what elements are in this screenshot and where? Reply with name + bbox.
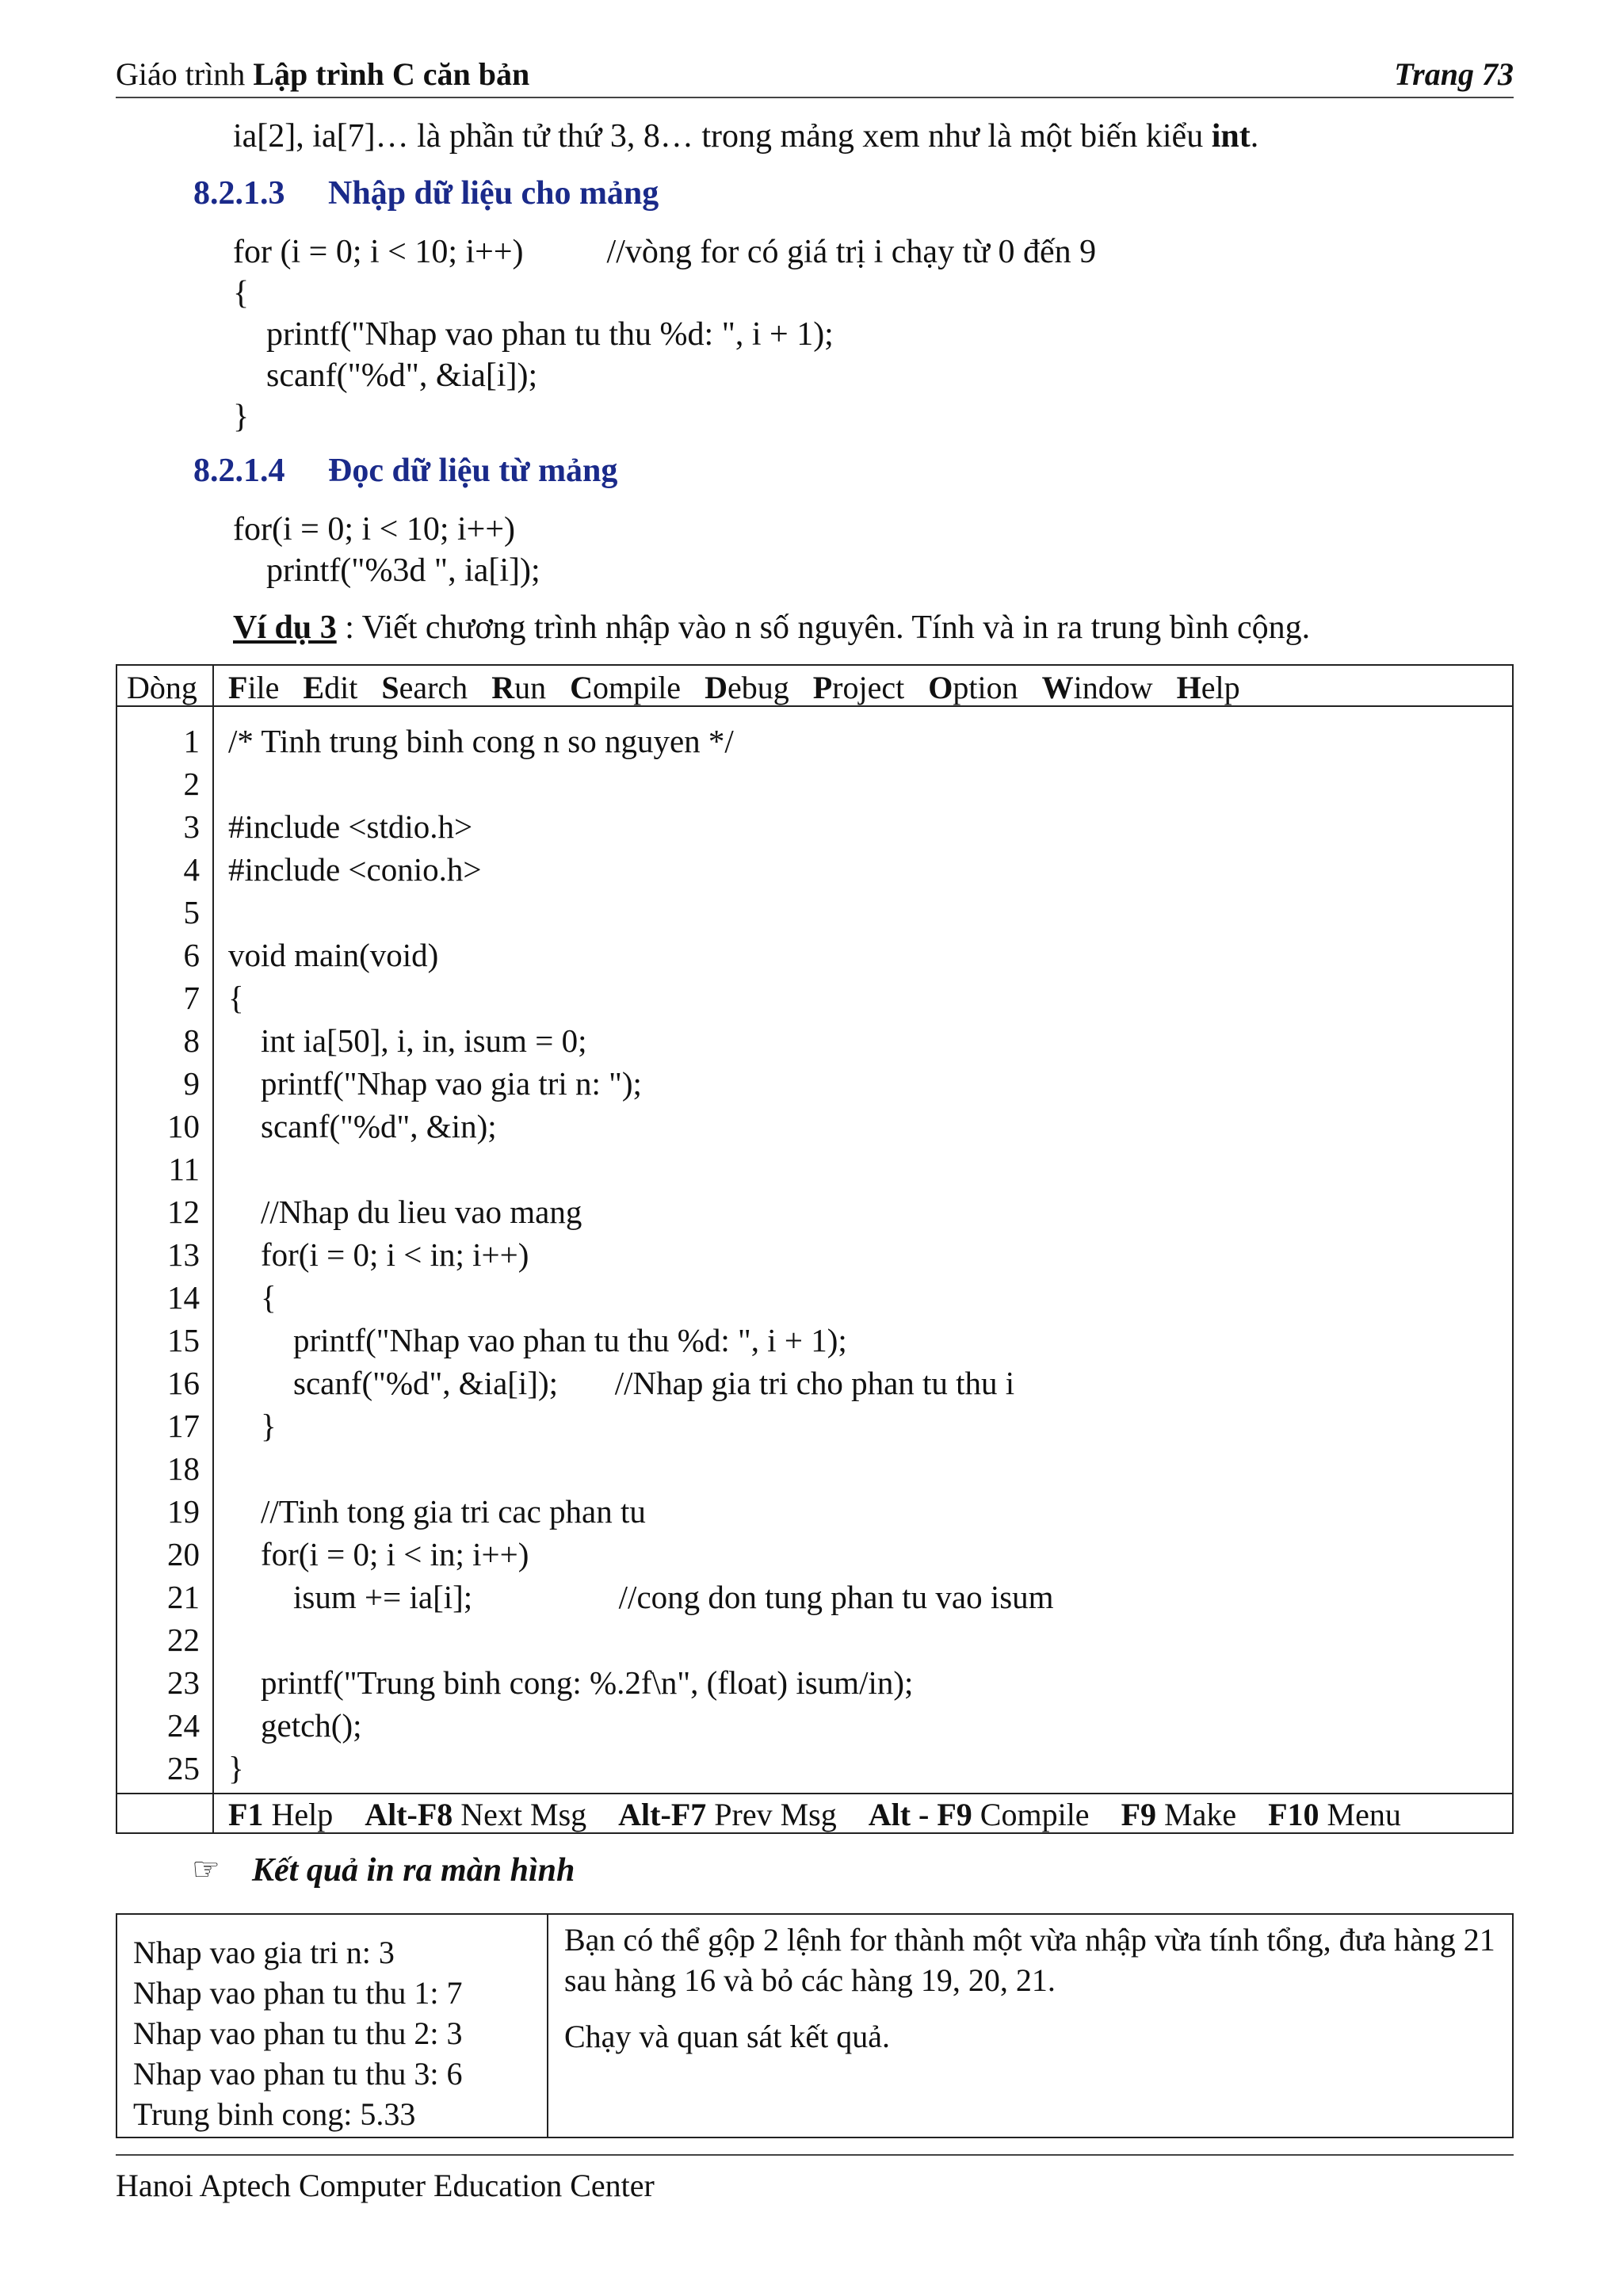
line-text: printf("Trung binh cong: %.2f\n", (float) isum/in); — [228, 1664, 914, 1701]
example-label: Ví dụ 3 — [233, 609, 337, 646]
line-number: 4 — [183, 851, 200, 888]
code-row — [117, 762, 1512, 805]
section-heading-read — [193, 452, 617, 490]
shortcut-key: Alt-F7 — [618, 1797, 707, 1832]
code-line: scanf("%d", &ia[i]); — [233, 357, 538, 394]
console-line: Trung binh cong: 5.33 — [133, 2096, 416, 2132]
intro-text: ia[2], ia[7]… là phần tử thứ 3, 8… trong mảng xem như là một biến kiểu — [233, 118, 1212, 155]
code-row — [117, 1019, 1512, 1062]
menu-item-help[interactable]: Help — [1176, 670, 1240, 705]
code-row — [117, 1661, 1512, 1704]
shortcut-label: Next Msg — [453, 1797, 587, 1832]
intro-period: . — [1250, 118, 1259, 155]
console-output — [133, 1932, 463, 2134]
code-row — [117, 1190, 1512, 1233]
menu-item-option[interactable]: Option — [928, 670, 1018, 705]
ide-menubar — [117, 666, 1512, 707]
shortcut-key: F1 — [228, 1797, 264, 1832]
section-title: Đọc dữ liệu từ mảng — [328, 453, 618, 489]
output-note — [564, 1920, 1499, 2073]
code-line: printf("%3d ", ia[i]); — [233, 552, 540, 589]
line-number: 10 — [167, 1108, 200, 1144]
status-shortcut[interactable] — [228, 1797, 333, 1832]
section-heading-input — [193, 174, 659, 212]
line-number: 17 — [167, 1408, 200, 1444]
line-text: //Tinh tong gia tri cac phan tu — [228, 1493, 646, 1530]
example-text: : Viết chương trình nhập vào n số nguyên. Tính và in ra trung bình cộng. — [336, 609, 1311, 646]
console-line: Nhap vao gia tri n: 3 — [133, 1935, 395, 1970]
menu-item-debug[interactable]: Debug — [705, 670, 789, 705]
line-text: printf("Nhap vao gia tri n: "); — [228, 1065, 642, 1102]
status-shortcut[interactable] — [1268, 1797, 1401, 1832]
pointing-hand-icon: ☞ — [192, 1851, 220, 1888]
code-row — [117, 1747, 1512, 1790]
section-number: 8.2.1.4 — [193, 453, 285, 489]
menu-item-window[interactable]: Window — [1041, 670, 1153, 705]
header-title — [116, 55, 529, 93]
line-text: //Nhap du lieu vao mang — [228, 1194, 582, 1230]
line-number: 8 — [183, 1022, 200, 1059]
line-number: 22 — [167, 1622, 200, 1658]
menu-item-run[interactable]: Run — [491, 670, 547, 705]
code-row — [117, 1105, 1512, 1148]
line-number: 2 — [183, 766, 200, 802]
shortcut-label: Help — [263, 1797, 334, 1832]
line-number: 18 — [167, 1450, 200, 1487]
code-line: { — [233, 275, 250, 311]
intro-paragraph — [233, 116, 1258, 157]
section-title: Nhập dữ liệu cho mảng — [328, 175, 659, 212]
code-row — [117, 1618, 1512, 1661]
shortcut-key: Alt - F9 — [868, 1797, 972, 1832]
code-row — [117, 1447, 1512, 1490]
line-text: { — [228, 980, 244, 1016]
code-row — [117, 976, 1512, 1019]
output-divider — [547, 1915, 548, 2137]
page-number: Trang 73 — [1394, 56, 1514, 92]
code-row — [117, 934, 1512, 976]
code-row — [117, 1362, 1512, 1404]
code-row — [117, 1490, 1512, 1533]
code-line: for (i = 0; i < 10; i++) //vòng for có giá trị i chạy từ 0 đến 9 — [233, 234, 1097, 270]
code-row — [117, 1533, 1512, 1576]
line-number: 5 — [183, 894, 200, 930]
line-number: 21 — [167, 1579, 200, 1615]
code-row — [117, 720, 1512, 762]
line-number: 6 — [183, 937, 200, 973]
line-text: scanf("%d", &ia[i]); //Nhap gia tri cho phan tu thu i — [228, 1365, 1015, 1401]
ide-statusbar — [117, 1793, 1512, 1832]
status-shortcut[interactable] — [869, 1797, 1090, 1832]
code-line: for(i = 0; i < 10; i++) — [233, 511, 516, 548]
status-shortcut[interactable] — [365, 1797, 586, 1832]
console-line: Nhap vao phan tu thu 1: 7 — [133, 1975, 463, 2011]
line-text: printf("Nhap vao phan tu thu %d: ", i + 1); — [228, 1322, 847, 1358]
shortcut-key: F10 — [1268, 1797, 1319, 1832]
status-shortcut[interactable] — [1121, 1797, 1237, 1832]
line-text: #include <stdio.h> — [228, 808, 473, 845]
ide-window — [116, 664, 1514, 1834]
line-text: getch(); — [228, 1707, 362, 1744]
line-number: 16 — [167, 1365, 200, 1401]
line-text: { — [228, 1279, 277, 1316]
source-code — [117, 720, 1512, 1790]
line-number: 1 — [183, 723, 200, 759]
line-number: 20 — [167, 1536, 200, 1572]
code-line: } — [233, 399, 250, 435]
line-number: 9 — [183, 1065, 200, 1102]
result-heading: Kết quả in ra màn hình — [252, 1852, 575, 1889]
line-number: 19 — [167, 1493, 200, 1530]
line-text: void main(void) — [228, 937, 439, 973]
note-paragraph-1: Bạn có thể gộp 2 lệnh for thành một vừa nhập vừa tính tổng, đưa hàng 21 sau hàng 16 và bỏ các hàng 19, 20, 21. — [564, 1922, 1495, 1998]
console-line: Nhap vao phan tu thu 3: 6 — [133, 2056, 463, 2092]
line-number: 24 — [167, 1707, 200, 1744]
menu-item-compile[interactable]: Compile — [570, 670, 682, 705]
line-text: } — [228, 1750, 244, 1786]
line-number: 12 — [167, 1194, 200, 1230]
code-row — [117, 1148, 1512, 1190]
header-title-bold: Lập trình C căn bản — [253, 56, 530, 92]
code-row — [117, 1576, 1512, 1618]
menu-items — [228, 669, 1264, 706]
menu-item-search[interactable]: Search — [381, 670, 468, 705]
line-number: 13 — [167, 1236, 200, 1273]
code-row — [117, 1404, 1512, 1447]
line-number: 15 — [167, 1322, 200, 1358]
line-text: #include <conio.h> — [228, 851, 482, 888]
code-row — [117, 1704, 1512, 1747]
shortcut-label: Prev Msg — [706, 1797, 837, 1832]
line-text: int ia[50], i, in, isum = 0; — [228, 1022, 587, 1059]
code-row — [117, 891, 1512, 934]
line-number: 3 — [183, 808, 200, 845]
code-row — [117, 1319, 1512, 1362]
line-number: 7 — [183, 980, 200, 1016]
code-row — [117, 805, 1512, 848]
code-line: printf("Nhap vao phan tu thu %d: ", i + 1); — [233, 316, 834, 353]
note-paragraph-2: Chạy và quan sát kết quả. — [564, 2019, 890, 2054]
menu-item-project[interactable]: Project — [812, 670, 905, 705]
header-title-prefix: Giáo trình — [116, 56, 254, 92]
page-footer: Hanoi Aptech Computer Education Center — [116, 2154, 1514, 2204]
console-line: Nhap vao phan tu thu 2: 3 — [133, 2015, 463, 2051]
code-row — [117, 1062, 1512, 1105]
line-text: for(i = 0; i < in; i++) — [228, 1536, 529, 1572]
shortcut-label: Compile — [972, 1797, 1090, 1832]
line-column-header: Dòng — [127, 670, 197, 705]
line-text: isum += ia[i]; //cong don tung phan tu vao isum — [228, 1579, 1054, 1615]
line-text: for(i = 0; i < in; i++) — [228, 1236, 529, 1273]
line-text: } — [228, 1408, 277, 1444]
code-row — [117, 848, 1512, 891]
example-statement — [233, 607, 1310, 648]
menu-item-file[interactable]: File — [228, 670, 280, 705]
status-shortcuts — [228, 1796, 1433, 1833]
line-number: 25 — [167, 1750, 200, 1786]
line-text: scanf("%d", &in); — [228, 1108, 497, 1144]
code-row — [117, 1233, 1512, 1276]
line-number: 14 — [167, 1279, 200, 1316]
line-number: 23 — [167, 1664, 200, 1701]
section-number: 8.2.1.3 — [193, 175, 285, 212]
shortcut-label: Menu — [1319, 1797, 1401, 1832]
shortcut-key: F9 — [1121, 1797, 1156, 1832]
shortcut-label: Make — [1156, 1797, 1237, 1832]
status-shortcut[interactable] — [618, 1797, 837, 1832]
page-header — [116, 51, 1514, 98]
intro-keyword: int — [1211, 118, 1251, 155]
menu-item-edit[interactable]: Edit — [303, 670, 358, 705]
shortcut-key: Alt-F8 — [365, 1797, 453, 1832]
line-number: 11 — [168, 1151, 200, 1187]
code-row — [117, 1276, 1512, 1319]
line-text: /* Tinh trung binh cong n so nguyen */ — [228, 723, 734, 759]
output-table — [116, 1913, 1514, 2138]
